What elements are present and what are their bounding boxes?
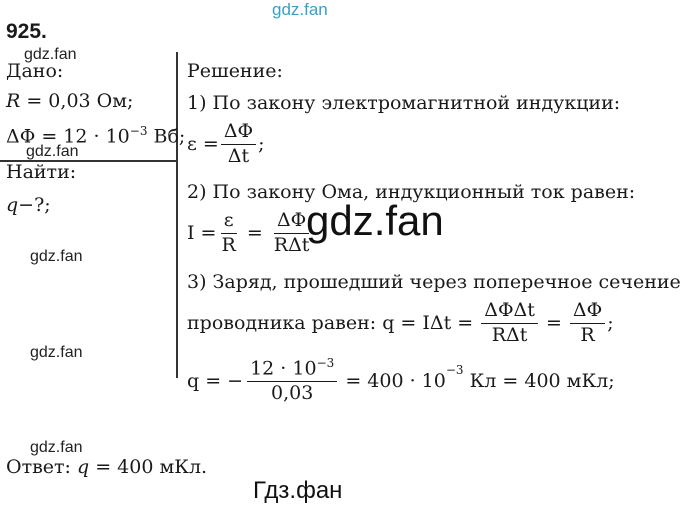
watermark-text: gdz.fan bbox=[26, 143, 79, 160]
charge-num-1: ΔΦΔt bbox=[481, 300, 538, 324]
var-r: R bbox=[6, 90, 21, 112]
solution-step-1: 1) По закону электромагнитной индукции: bbox=[187, 92, 621, 114]
charge-den-1: RΔt bbox=[491, 323, 528, 346]
watermark-text: gdz.fan bbox=[30, 248, 83, 265]
given-flux bbox=[6, 124, 185, 147]
divider-vertical bbox=[176, 52, 178, 378]
answer-var: q bbox=[76, 456, 90, 478]
watermark-text: gdz.fan bbox=[24, 46, 77, 63]
charge-den-2: R bbox=[580, 323, 595, 346]
given-header: Дано: bbox=[6, 60, 64, 82]
result-rhs-1: = 400 · 10 bbox=[339, 370, 446, 392]
find-header: Найти: bbox=[6, 161, 77, 183]
step3-continued: проводника равен: bbox=[187, 312, 383, 335]
result-rhs-2: Кл = 400 мКл; bbox=[463, 370, 615, 392]
emf-lhs: ε = bbox=[187, 133, 219, 156]
watermark-text: gdz.fan bbox=[30, 344, 83, 361]
answer-label: Ответ: bbox=[6, 456, 77, 478]
flux-exponent: −3 bbox=[129, 124, 148, 138]
equation-result: q = − $\frac{12 \cdot 10^{-3}}{0,03}$ = 400 · 10 $^{-3}$ Кл = 400 мКл; bbox=[187, 356, 615, 405]
current-lhs: I = bbox=[187, 222, 217, 245]
emf-denominator: Δt bbox=[227, 144, 250, 167]
find-rest: −?; bbox=[18, 194, 51, 216]
current-num-2: ΔΦ bbox=[274, 210, 309, 234]
resistance-value: = 0,03 Ом; bbox=[20, 90, 134, 112]
current-mid: = bbox=[240, 222, 269, 245]
problem-number: 925. bbox=[6, 20, 47, 43]
equation-current bbox=[187, 210, 314, 257]
solution-step-3: 3) Заряд, прошедший через поперечное сечение bbox=[187, 271, 681, 293]
result-rhs-exponent: −3 bbox=[445, 363, 464, 377]
watermark-large: gdz.fan bbox=[306, 197, 444, 244]
site-header: gdz.fan bbox=[272, 0, 328, 19]
charge-num-2: ΔΦ bbox=[570, 300, 605, 324]
charge-end: ; bbox=[607, 312, 614, 335]
flux-lhs: ΔΦ = 12 · 10 bbox=[6, 125, 130, 148]
charge-mid: = bbox=[539, 312, 568, 335]
footer-watermark: Гдз.фан bbox=[253, 477, 343, 504]
emf-numerator: ΔΦ bbox=[221, 121, 256, 145]
current-num-1: ε bbox=[221, 210, 237, 234]
current-den-1: R bbox=[221, 233, 236, 256]
solution-header: Решение: bbox=[187, 60, 283, 82]
solution-step-2: 2) По закону Ома, индукционный ток равен: bbox=[187, 181, 636, 203]
answer-line bbox=[6, 456, 207, 478]
watermark-text: gdz.fan bbox=[30, 439, 83, 456]
result-denominator: 0,03 bbox=[271, 382, 314, 405]
current-den-2: RΔt bbox=[273, 233, 310, 256]
var-q: q bbox=[6, 194, 19, 216]
given-resistance bbox=[6, 90, 133, 112]
result-lhs: q = bbox=[187, 370, 228, 392]
find-item bbox=[6, 194, 51, 216]
result-numerator: $12 \cdot 10^{-3}$ bbox=[247, 357, 337, 382]
charge-lhs: q = IΔt = bbox=[382, 312, 480, 335]
equation-emf bbox=[187, 121, 265, 168]
emf-end: ; bbox=[258, 133, 265, 156]
equation-charge bbox=[187, 300, 614, 347]
answer-value: = 400 мКл. bbox=[89, 456, 208, 478]
flux-unit: Вб; bbox=[147, 125, 186, 148]
